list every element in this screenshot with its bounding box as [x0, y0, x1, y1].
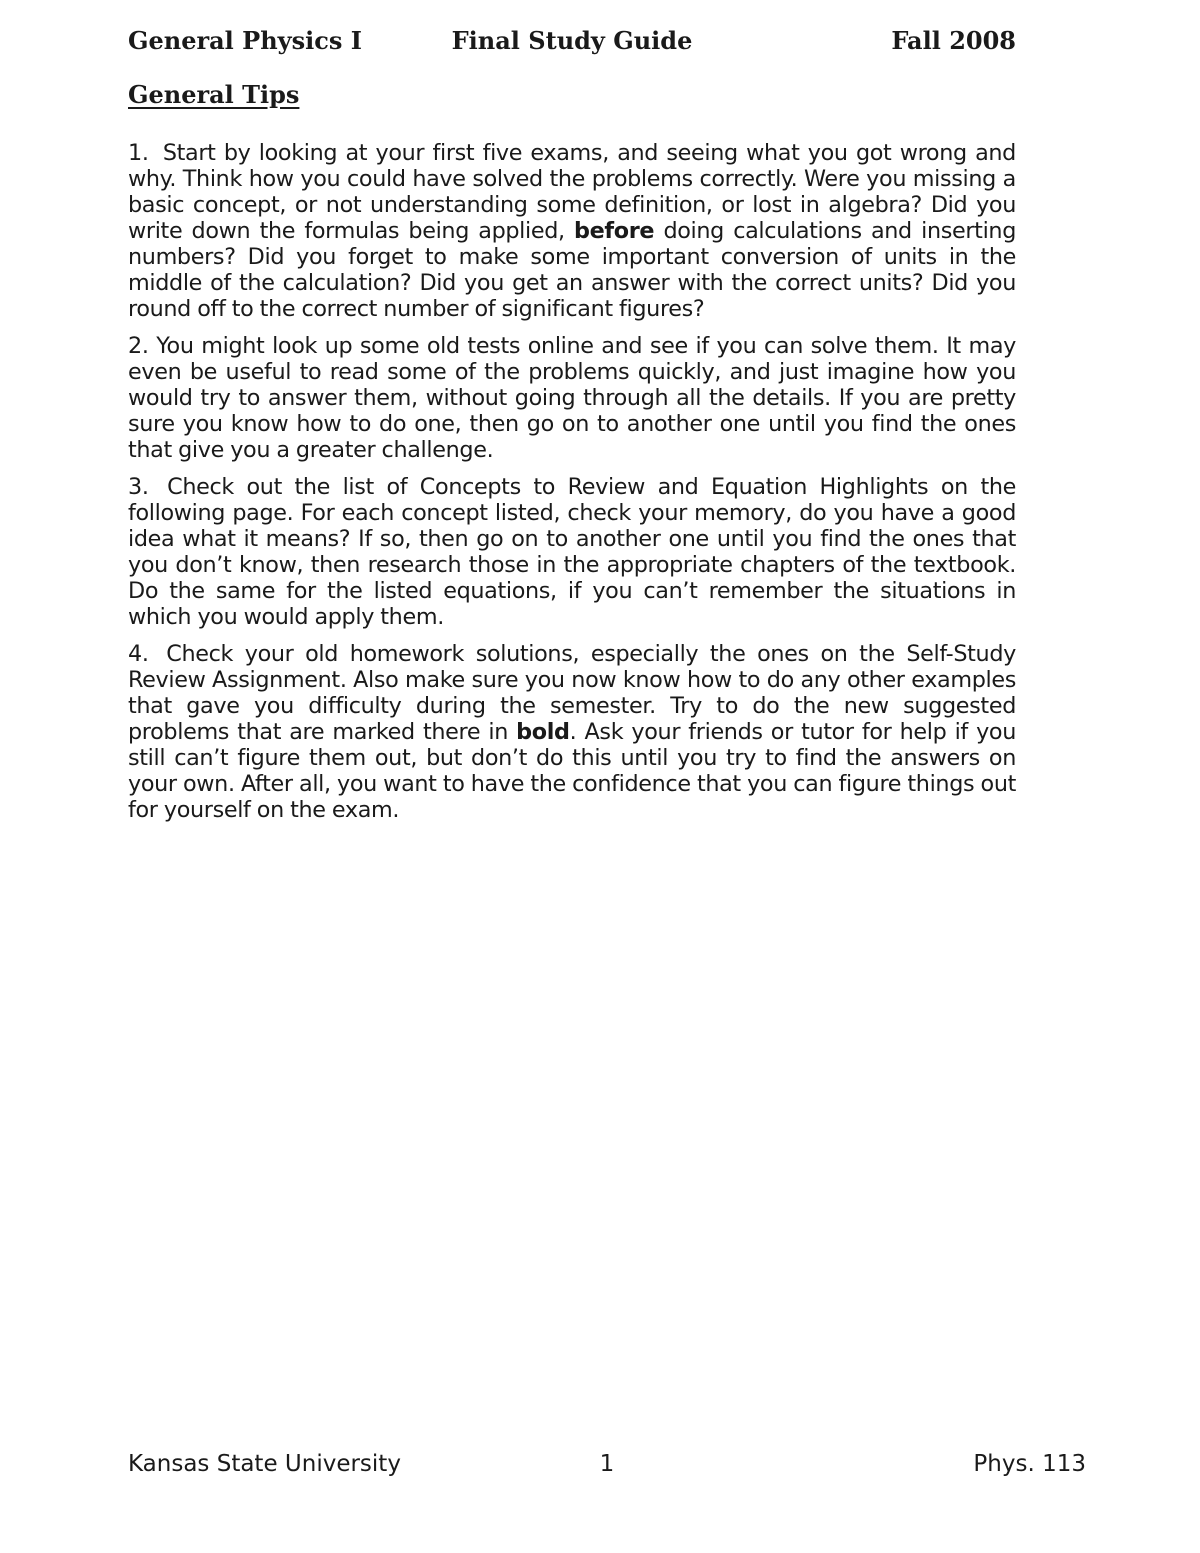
- section-title: General Tips: [128, 80, 300, 109]
- header-term: Fall 2008: [891, 26, 1016, 55]
- footer-institution: Kansas State University: [128, 1451, 401, 1477]
- tip-paragraph-1: [128, 140, 1016, 322]
- tip-paragraph-2: [128, 333, 1016, 463]
- tip-number: 4.: [128, 641, 149, 667]
- tip-paragraph-4: [128, 641, 1016, 823]
- footer-page-number: 1: [599, 1451, 615, 1477]
- tip-bold-text: before: [574, 218, 655, 244]
- page-header: [128, 24, 1016, 58]
- tip-number: 1.: [128, 140, 149, 166]
- footer-course-code: Phys. 113: [973, 1451, 1086, 1477]
- tip-text-continued: doing calculations and inserting numbers? Did you forget to make some important conversion of units in the middle of the calculation? Did you get an answer with the correct units? Did you round off to the correct number of significant figures?: [128, 218, 1017, 322]
- tips-list: [128, 140, 1016, 834]
- tip-text: Check your old homework solutions, especially the ones on the Self-Study Review Assignment. Also make sure you now know how to do any other examples that gave you difficulty during the semester. Try to do the new suggested problems that are marked there in: [128, 641, 1016, 745]
- tip-text-continued: . Ask your friends or tutor for help if you still can’t figure them out, but don’t do this until you try to find the answers on your own. After all, you want to have the confidence that you can figure things out for yourself on the exam.: [128, 719, 1016, 823]
- header-title: Final Study Guide: [451, 26, 693, 55]
- tip-bold-text: bold: [516, 719, 570, 745]
- page-footer: [128, 1448, 1086, 1480]
- tip-number: 2.: [128, 333, 149, 359]
- tip-text: Check out the list of Concepts to Review and Equation Highlights on the following page. For each concept listed, check your memory, do you have a good idea what it means? If so, then go on to another one until you find the ones that you don’t know, then research those in the appropriate chapters of the textbook. Do the same for the listed equations, if you can’t remember the situations in which you would apply them.: [128, 474, 1016, 630]
- tip-text: You might look up some old tests online and see if you can solve them. It may even be useful to read some of the problems quickly, and just imagine how you would try to answer them, without going through all the details. If you are pretty sure you know how to do one, then go on to another one until you find the ones that give you a greater challenge.: [128, 333, 1016, 463]
- tip-number: 3.: [128, 474, 149, 500]
- tip-paragraph-3: [128, 474, 1016, 630]
- tip-text: Start by looking at your first five exams, and seeing what you got wrong and why. Think how you could have solved the problems correctly. Were you missing a basic concept, or not understanding some definition, or lost in algebra? Did you write down the formulas being applied,: [128, 140, 1016, 244]
- header-course: General Physics I: [128, 26, 362, 55]
